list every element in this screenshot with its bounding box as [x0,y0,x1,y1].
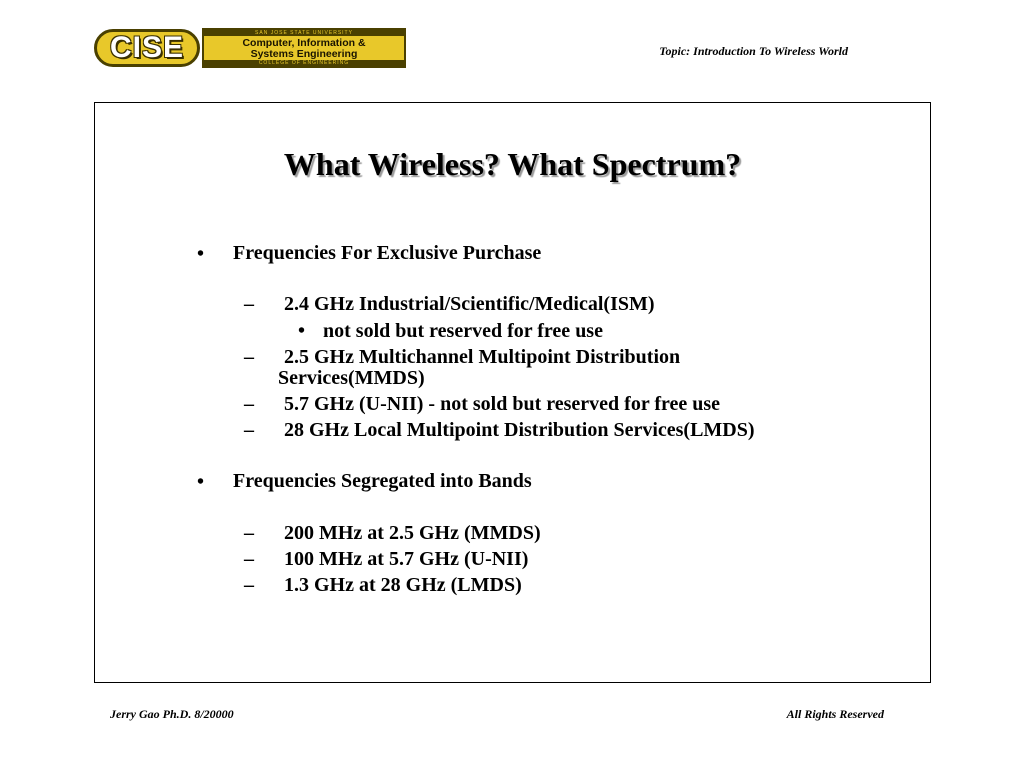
dash-marker: – [244,419,254,441]
dash-marker: – [244,293,254,315]
bullet-1-item-2-line-1: 2.5 GHz Multichannel Multipoint Distribution [284,346,681,368]
logo-mark-text: CISE [109,31,185,64]
bullet-2-item-2: 100 MHz at 5.7 GHz (U-NII) [284,548,529,570]
dash-marker: – [244,393,254,415]
bullet-2-text: Frequencies Segregated into Bands [233,470,532,492]
sub-bullet-marker: • [298,320,306,342]
slide-title: What Wireless? What Spectrum? [283,146,742,182]
bullet-marker: • [197,243,205,265]
bullet-1-item-2-line-2: Services(MMDS) [278,367,425,389]
bullet-1-item-1-sub-1: not sold but reserved for free use [323,320,603,342]
logo-bottom-strip: COLLEGE OF ENGINEERING [204,60,404,66]
bullet-2-item-3: 1.3 GHz at 28 GHz (LMDS) [284,574,522,596]
logo-mark [94,29,200,67]
cise-logo [94,27,406,69]
dash-marker: – [244,548,254,570]
logo-name-line1: Computer, Information & [242,37,366,49]
bullet-1-item-4: 28 GHz Local Multipoint Distribution Services(LMDS) [284,419,755,441]
bullet-1-item-1: 2.4 GHz Industrial/Scientific/Medical(ISM) [284,293,655,315]
topic-header: Topic: Introduction To Wireless World [659,44,848,58]
dash-marker: – [244,574,254,596]
bullet-2-item-1: 200 MHz at 2.5 GHz (MMDS) [284,522,541,544]
footer-rights: All Rights Reserved [786,707,884,721]
footer-author: Jerry Gao Ph.D. 8/20000 [110,707,234,721]
logo-top-strip: SAN JOSE STATE UNIVERSITY [204,30,404,36]
logo-name-line2: Systems Engineering [250,48,358,60]
logo-name [204,38,404,60]
dash-marker: – [244,346,254,368]
bullet-1-item-3: 5.7 GHz (U-NII) - not sold but reserved for free use [284,393,721,415]
logo-bar [202,28,406,68]
bullet-marker: • [197,471,205,493]
bullet-1-text: Frequencies For Exclusive Purchase [233,242,542,264]
dash-marker: – [244,522,254,544]
